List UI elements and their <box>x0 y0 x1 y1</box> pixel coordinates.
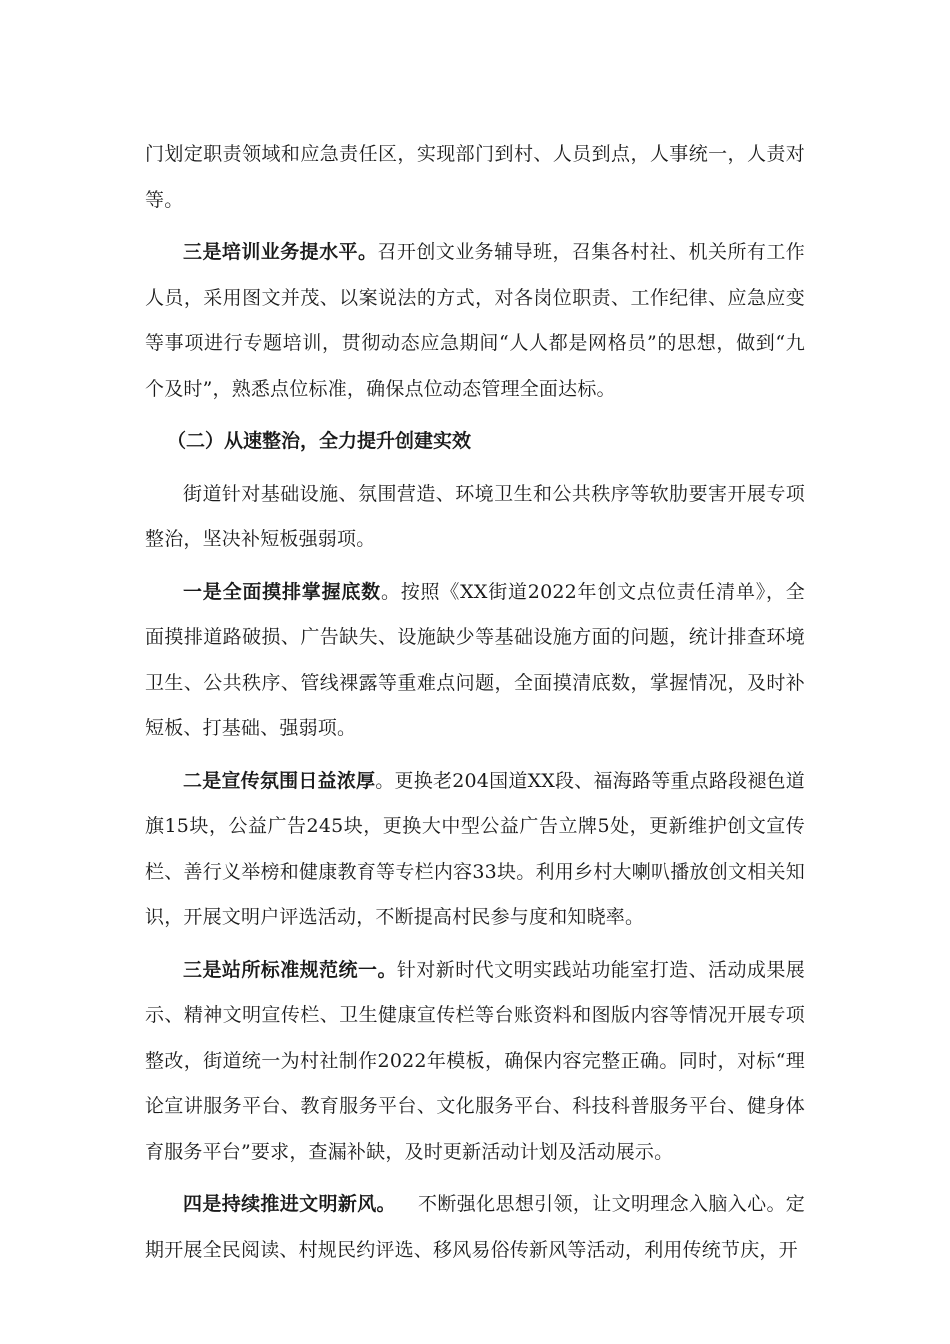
paragraph-text: 召开创文业务辅导班，召集各村社、机关所有工作人员，采用图文并茂、以案说法的方式，对各岗位职责、工作纪律、应急应变等事项进行专题培训，贯彻动态应急期间“人人都是网格员”的思想，做到“九个及时”，熟悉点位标准，确保点位动态管理全面达标。 <box>145 241 805 400</box>
paragraph-survey <box>145 570 805 752</box>
paragraph-training <box>145 230 805 412</box>
paragraph-lead: 三是培训业务提水平。 <box>183 241 378 263</box>
paragraph-text: 不断强化思想引领，让文明理念入脑入心。定期开展全民阅读、村规民约评选、移风易俗传新风等活动，利用传统节庆，开 <box>145 1193 805 1261</box>
paragraph-civility <box>145 1182 805 1273</box>
paragraph-lead: 三是站所标准规范统一。 <box>183 958 397 981</box>
paragraph-text: 门划定职责领域和应急责任区，实现部门到村、人员到点，人事统一，人责对等。 <box>145 143 805 211</box>
paragraph-publicity <box>145 759 805 941</box>
paragraph-text: 街道针对基础设施、氛围营造、环境卫生和公共秩序等软肋要害开展专项整治，坚决补短板强弱项。 <box>145 482 805 550</box>
paragraph-lead: 二是宣传氛围日益浓厚 <box>183 769 376 792</box>
document-page <box>145 132 805 1280</box>
paragraph-lead: 一是全面摸排掌握底数 <box>183 580 381 603</box>
paragraph-lead: 四是持续推进文明新风。 <box>183 1193 396 1215</box>
section-heading: （二）从速整治，全力提升创建实效 <box>167 430 472 452</box>
paragraph-continuation <box>145 132 805 223</box>
paragraph-intro <box>145 472 805 563</box>
paragraph-stations <box>145 948 805 1176</box>
paragraph-text: 针对新时代文明实践站功能室打造、活动成果展示、精神文明宣传栏、卫生健康宣传栏等台账资料和图版内容等情况开展专项整改，街道统一为村社制作2022年模板，确保内容完整正确。同时，对标“理论宣讲服务平台、教育服务平台、文化服务平台、科技科普服务平台、健身体育服务平台”要求，查漏补缺，及时更新活动计划及活动展示。 <box>145 958 806 1163</box>
paragraph-text: 。按照《XX街道2022年创文点位责任清单》，全面摸排道路破损、广告缺失、设施缺少等基础设施方面的问题，统计排查环境卫生、公共秩序、管线裸露等重难点问题，全面摸清底数，掌握情况，及时补短板、打基础、强弱项。 <box>145 580 805 739</box>
paragraph-text: 。更换老204国道XX段、福海路等重点路段褪色道旗15块，公益广告245块，更换大中型公益广告立牌5处，更新维护创文宣传栏、善行义举榜和健康教育等专栏内容33块。利用乡村大喇叭播放创文相关知识，开展文明户评选活动，不断提高村民参与度和知晓率。 <box>145 769 805 928</box>
